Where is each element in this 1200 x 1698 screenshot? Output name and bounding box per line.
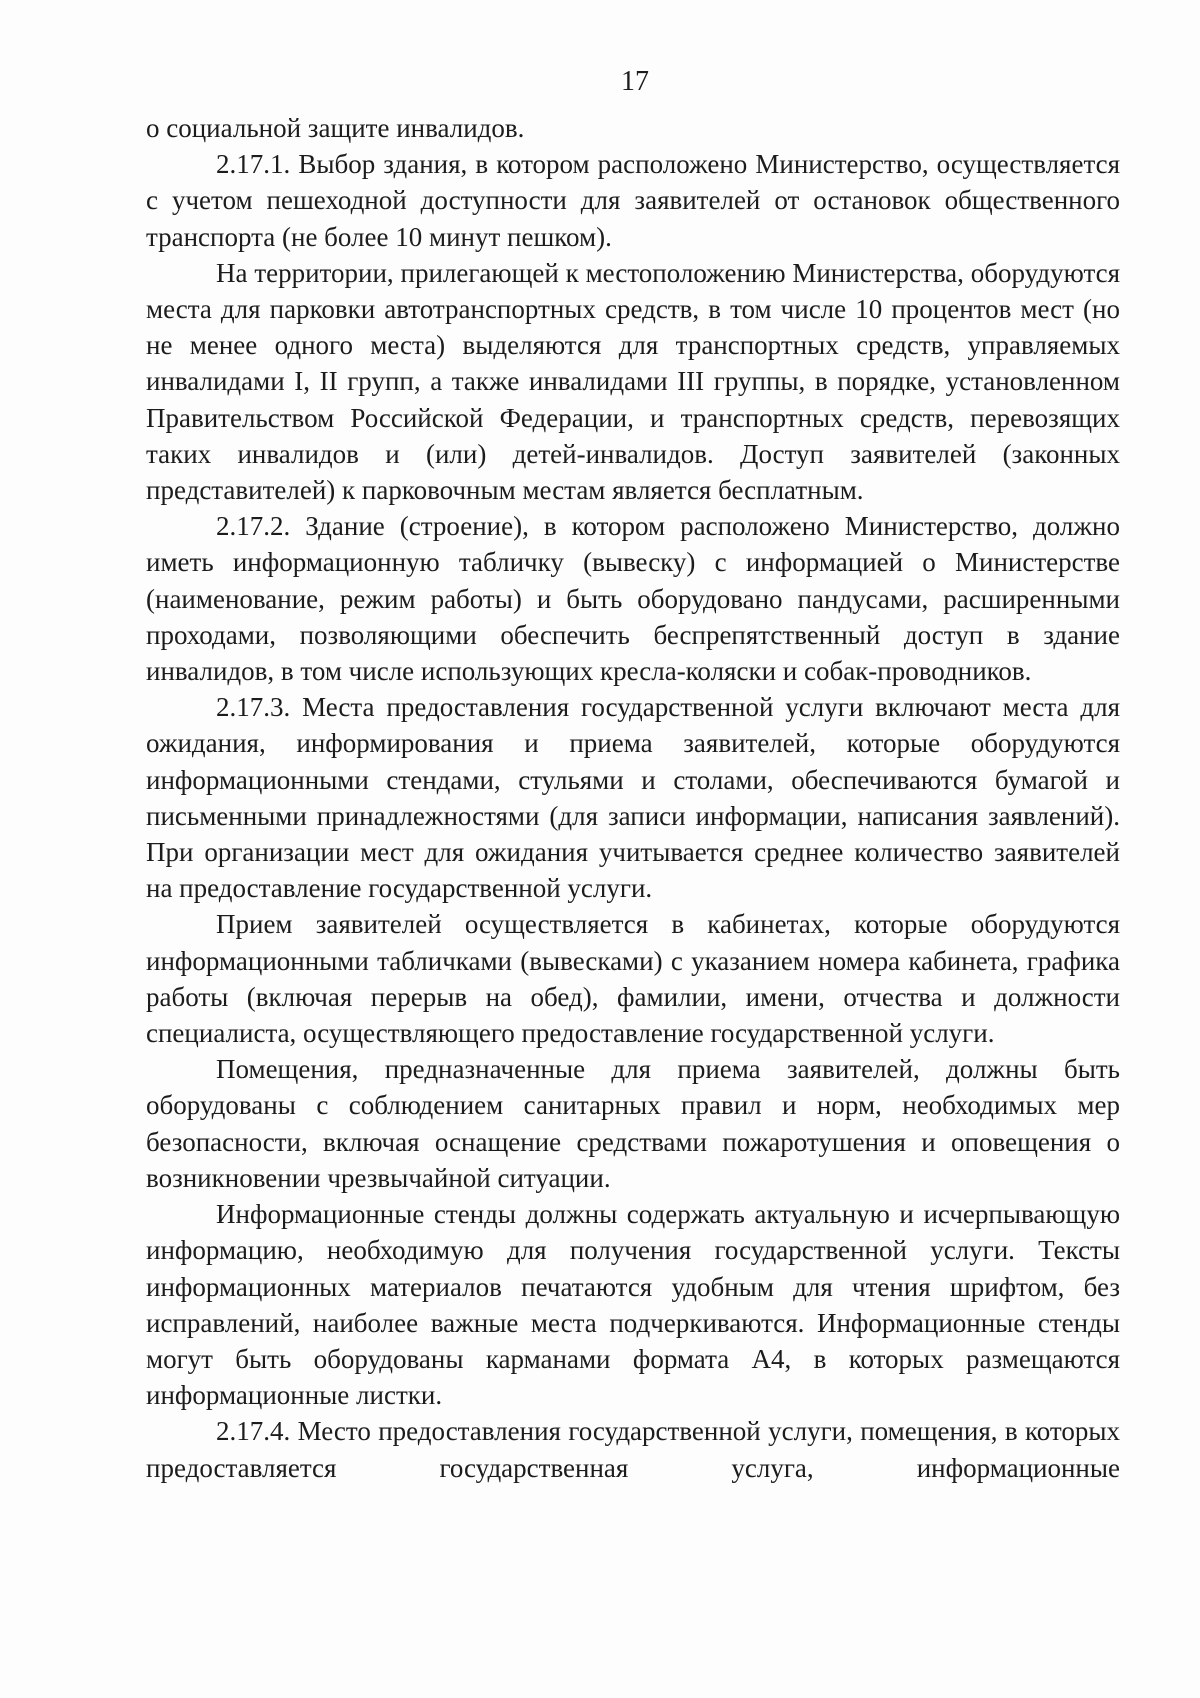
paragraph-2-17-1: 2.17.1. Выбор здания, в котором расположено Министерство, осуществляется с учетом пешеходной доступности для заявителей от остановок общественного транспорта (не более 10 минут пешком). — [146, 149, 1120, 252]
paragraph-reception: Прием заявителей осуществляется в кабинетах, которые оборудуются информационными табличками (вывесками) с указанием номера кабинета, графика работы (включая перерыв на обед), фамилии, имени, отчества и должности специалиста, осуществляющего предоставление государственной услуги. — [146, 909, 1120, 1049]
paragraph-parking: На территории, прилегающей к местоположению Министерства, оборудуются места для парковки автотранспортных средств, в том числе 10 процентов мест (но не менее одного места) выделяются для транспортных средств, управляемых инвалидами I, II групп, а также инвалидами III группы, в порядке, установленном Правительством Российской Федерации, и транспортных средств, перевозящих таких инвалидов и (или) детей-инвалидов. Доступ заявителей (законных представителей) к парковочным местам является бесплатным. — [146, 257, 1120, 506]
paragraph-info-stands: Информационные стенды должны содержать актуальную и исчерпывающую информацию, необходимую для получения государственной услуги. Тексты информационных материалов печатаются удобным для чтения шрифтом, без исправлений, наиболее важные места подчеркиваются. Информационные стенды могут быть оборудованы карманами формата А4, в которых размещаются информационные листки. — [146, 1199, 1120, 1411]
paragraph-2-17-3: 2.17.3. Места предоставления государственной услуги включают места для ожидания, информирования и приема заявителей, которые оборудуются информационными стендами, стульями и столами, обеспечиваются бумагой и письменными принадлежностями (для записи информации, написания заявлений). При организации мест для ожидания учитывается среднее количество заявителей на предоставление государственной услуги. — [146, 692, 1120, 904]
paragraph-2-17-2: 2.17.2. Здание (строение), в котором расположено Министерство, должно иметь информационную табличку (вывеску) с информацией о Министерстве (наименование, режим работы) и быть оборудовано пандусами, расширенными проходами, позволяющими обеспечить беспрепятственный доступ в здание инвалидов, в том числе использующих кресла-коляски и собак-проводников. — [146, 511, 1120, 687]
paragraph-2-17-4: 2.17.4. Место предоставления государственной услуги, помещения, в которых предоставляется государственная услуга, информационные — [146, 1416, 1120, 1483]
paragraph: о социальной защите инвалидов. — [146, 113, 525, 143]
page-number: 17 — [621, 66, 649, 97]
page-body — [146, 110, 1120, 1486]
paragraph-premises: Помещения, предназначенные для приема заявителей, должны быть оборудованы с соблюдением санитарных правил и норм, необходимых мер безопасности, включая оснащение средствами пожаротушения и оповещения о возникновении чрезвычайной ситуации. — [146, 1054, 1120, 1193]
